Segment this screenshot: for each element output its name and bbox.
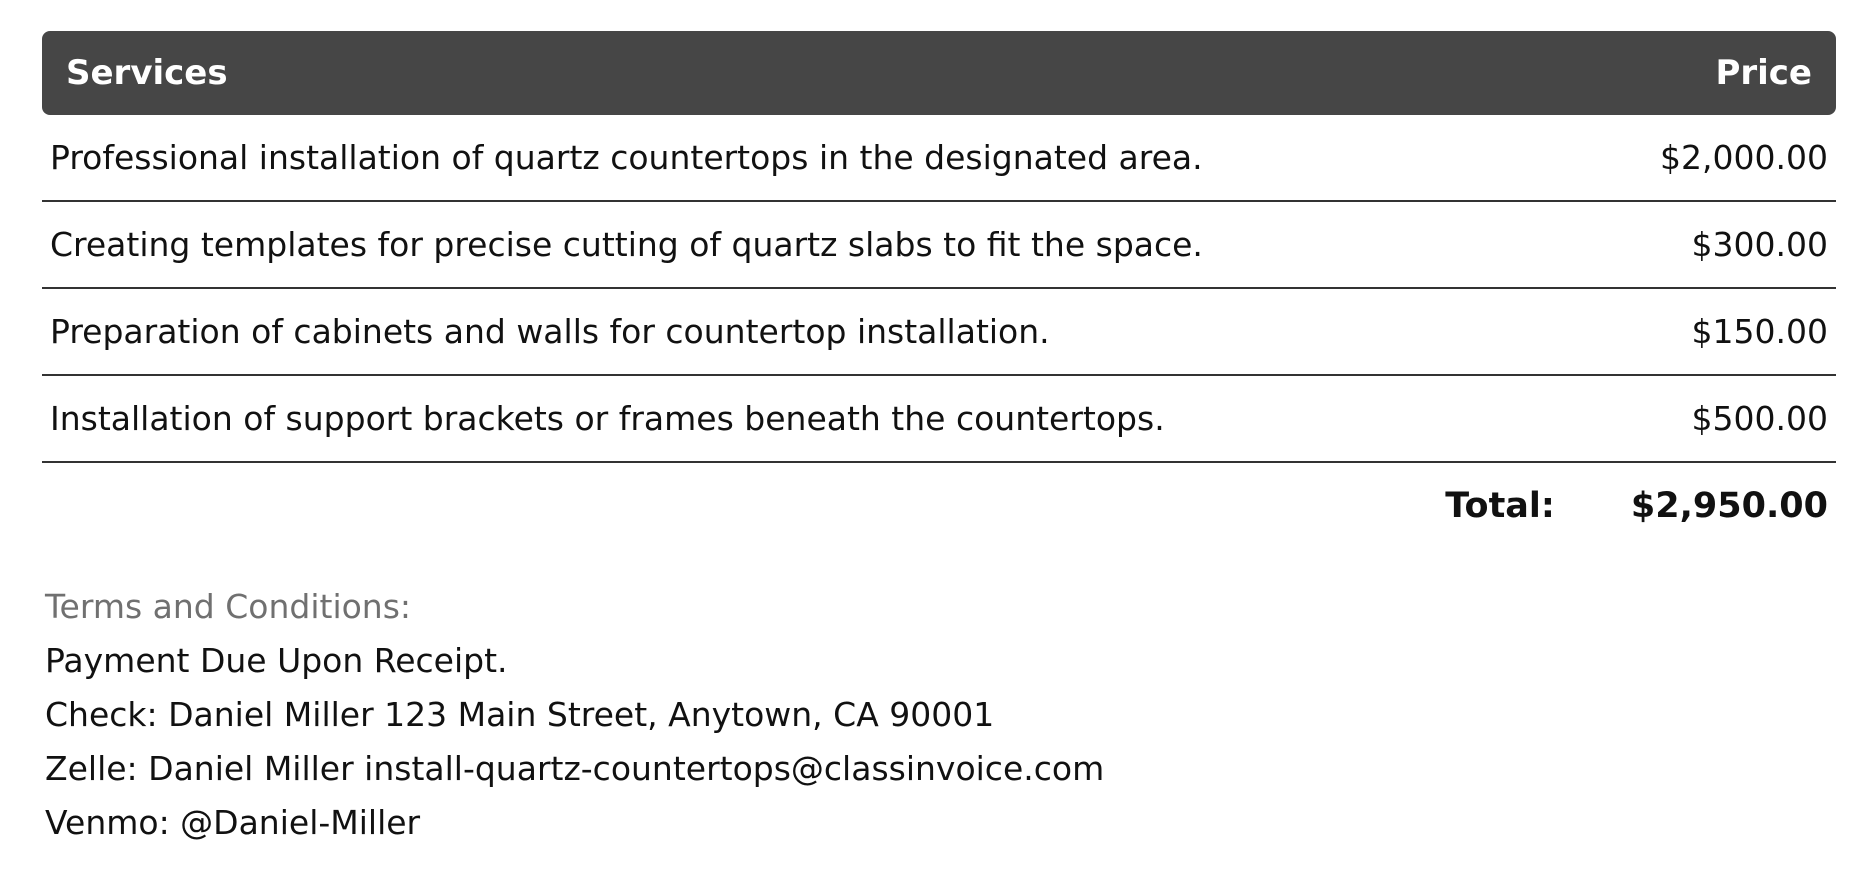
table-row xyxy=(42,115,1836,202)
service-description: Installation of support brackets or frames beneath the countertops. xyxy=(50,399,1165,438)
table-header xyxy=(42,31,1836,115)
service-price: $2,000.00 xyxy=(1660,138,1828,177)
services-table xyxy=(42,31,1836,549)
service-description: Creating templates for precise cutting of quartz slabs to fit the space. xyxy=(50,225,1203,264)
service-description: Preparation of cabinets and walls for countertop installation. xyxy=(50,312,1050,351)
total-label: Total: xyxy=(1445,486,1555,526)
table-row xyxy=(42,376,1836,463)
terms-heading: Terms and Conditions: xyxy=(45,587,412,626)
table-row xyxy=(42,202,1836,289)
total-value: $2,950.00 xyxy=(1630,486,1828,526)
service-price: $300.00 xyxy=(1691,225,1828,264)
service-description: Professional installation of quartz countertops in the designated area. xyxy=(50,138,1203,177)
terms-line-zelle: Zelle: Daniel Miller install-quartz-countertops@classinvoice.com xyxy=(45,749,1105,788)
service-price: $150.00 xyxy=(1691,312,1828,351)
services-column-header: Services xyxy=(66,53,228,93)
terms-line-payment-due: Payment Due Upon Receipt. xyxy=(45,641,508,680)
price-column-header: Price xyxy=(1715,53,1812,93)
terms-line-venmo: Venmo: @Daniel-Miller xyxy=(45,803,421,842)
table-row xyxy=(42,289,1836,376)
terms-line-check: Check: Daniel Miller 123 Main Street, Anytown, CA 90001 xyxy=(45,695,995,734)
service-price: $500.00 xyxy=(1691,399,1828,438)
terms-and-conditions xyxy=(45,580,1104,850)
total-row xyxy=(42,463,1836,549)
